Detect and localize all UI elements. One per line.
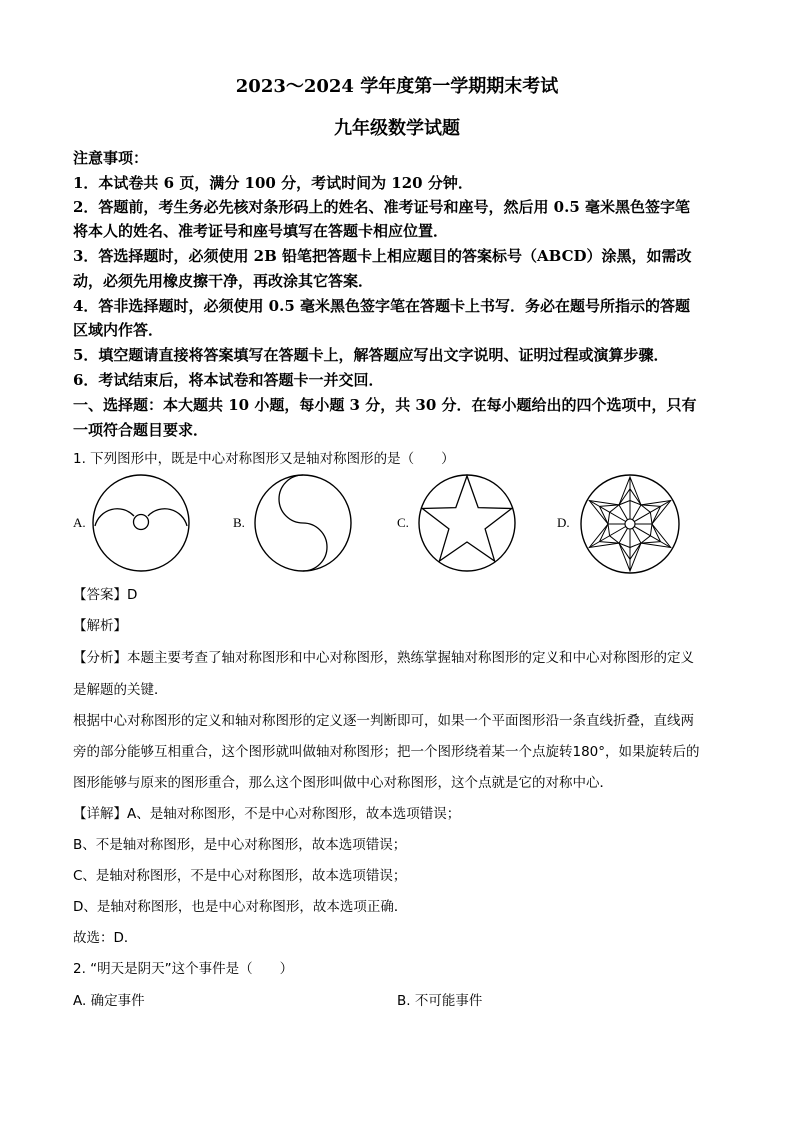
- analysis-line: 是解题的关键．: [73, 682, 168, 698]
- notice-line: 5．填空题请直接将答案填写在答题卡上，解答题应写出文字说明、证明过程或演算步骤．: [73, 346, 669, 364]
- exam-title: 2023～2024 学年度第一学期期末考试: [235, 76, 559, 97]
- option-b-label: B.: [233, 515, 245, 530]
- option-d-label: D.: [557, 515, 570, 530]
- notice-line: 2．答题前，考生务必先核对条形码上的姓名、准考证号和座号，然后用 0.5 毫米黑色签字笔: [73, 198, 690, 216]
- notice-line: 1．本试卷共 6 页，满分 100 分，考试时间为 120 分钟．: [73, 174, 473, 192]
- figure-a-circle-arcs: [90, 472, 192, 574]
- question-2-stem: 2. “明天是阴天”这个事件是（ ）: [73, 961, 294, 977]
- detail-line: 【详解】A、是轴对称图形，不是中心对称图形，故本选项错误；: [73, 806, 461, 822]
- analysis-line: 旁的部分能够互相重合，这个图形就叫做轴对称图形；把一个图形绕着某一个点旋转180°，如果旋转后的: [73, 744, 700, 760]
- section-heading-cont: 一项符合题目要求．: [73, 421, 209, 439]
- notice-line: 将本人的姓名、准考证号和座号填写在答题卡相应位置．: [73, 222, 449, 240]
- analysis-line: 【分析】本题主要考查了轴对称图形和中心对称图形，熟练掌握轴对称图形的定义和中心对称图形的定义: [73, 650, 694, 666]
- q1-answer: 【答案】D: [73, 587, 138, 603]
- analysis-line: 图形能够与原来的图形重合，那么这个图形叫做中心对称图形，这个点就是它的对称中心．: [73, 775, 613, 791]
- notice-line: 4．答非选择题时，必须使用 0.5 毫米黑色签字笔在答题卡上书写．务必在题号所指示的答题: [73, 297, 690, 315]
- detail-line: B、不是轴对称图形，是中心对称图形，故本选项错误；: [73, 837, 407, 853]
- detail-line: D、是轴对称图形，也是中心对称图形，故本选项正确．: [73, 899, 408, 915]
- notice-line: 3．答选择题时，必须使用 2B 铅笔把答题卡上相应题目的答案标号（ABCD）涂黑，如需改: [73, 247, 692, 265]
- q2-option-b: B. 不可能事件: [397, 993, 483, 1009]
- notice-line: 6．考试结束后，将本试卷和答题卡一并交回．: [73, 371, 384, 389]
- exam-subtitle: 九年级数学试题: [334, 118, 460, 139]
- q2-option-a: A. 确定事件: [73, 993, 145, 1009]
- notice-line: 区域内作答．: [73, 321, 164, 339]
- notice-heading: 注意事项：: [73, 149, 149, 167]
- section-heading: 一、选择题：本大题共 10 小题，每小题 3 分，共 30 分．在每小题给出的四个选项中，只有: [73, 396, 697, 414]
- figure-b-yin-yang: [252, 472, 354, 574]
- option-a-label: A.: [73, 515, 86, 530]
- question-1-stem: 1. 下列图形中，既是中心对称图形又是轴对称图形的是（ ）: [73, 451, 455, 467]
- figure-c-star: [416, 472, 518, 574]
- figure-d-rosette: [578, 472, 682, 576]
- analysis-line: 根据中心对称图形的定义和轴对称图形的定义逐一判断即可，如果一个平面图形沿一条直线折叠，直线两: [73, 713, 694, 729]
- detail-line: C、是轴对称图形，不是中心对称图形，故本选项错误；: [73, 868, 407, 884]
- option-c-label: C.: [397, 515, 409, 530]
- notice-line: 动，必须先用橡皮擦干净，再改涂其它答案．: [73, 272, 374, 290]
- detail-line: 故选：D．: [73, 930, 138, 946]
- q1-analysis-heading: 【解析】: [73, 618, 127, 634]
